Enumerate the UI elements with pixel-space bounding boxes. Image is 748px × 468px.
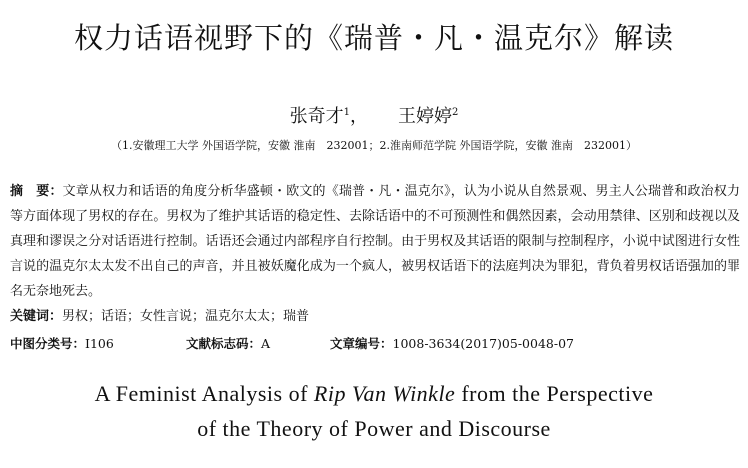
author-name: 张奇才 <box>289 106 344 127</box>
title-en-suffix: from the Perspective <box>455 381 654 406</box>
doc-code-label: 文献标志码： <box>186 336 262 351</box>
title-en-work: Rip Van Winkle <box>313 381 456 406</box>
author-name: 王婷婷 <box>398 106 452 127</box>
article-number <box>330 334 574 352</box>
abstract-label: 摘 要： <box>10 184 63 199</box>
clc-value: I106 <box>85 336 114 351</box>
clc-label: 中图分类号： <box>10 336 86 351</box>
keywords-label: 关键词： <box>10 309 63 324</box>
author-separator: ， <box>350 106 368 127</box>
author-affiliation-mark: 2 <box>452 107 459 118</box>
title-en-line2: of the Theory of Power and Discourse <box>197 416 551 441</box>
author-affiliation-mark: 1 <box>343 107 350 118</box>
article-title-cn: 权力话语视野下的《瑞普・凡・温克尔》解读 <box>73 21 674 55</box>
document-code <box>186 334 270 352</box>
article-number-value: 1008-3634(2017)05-0048-07 <box>392 336 574 351</box>
abstract-block <box>10 179 740 329</box>
article-number-label: 文章编号： <box>330 336 393 351</box>
keywords-text: 男权；话语；女性言说；温克尔太太；瑞普 <box>62 309 310 324</box>
authors-line <box>0 102 748 128</box>
abstract-text: 文章从权力和话语的角度分析华盛顿・欧文的《瑞普・凡・温克尔》，认为小说从自然景观、男主人公瑞普和政治权力等方面体现了男权的存在。男权为了维护其话语的稳定性、去除话语中的不可预测性和偶然因素，会动用禁律、区别和歧视以及真理和谬误之分对话语进行控制。话语还会通过内部程序自行控制。由于男权及其话语的限制与控制程序，小说中试图进行女性言说的温克尔太太发不出自己的声音，并且被妖魔化成为一个疯人，被男权话语下的法庭判决为罪犯，背负着男权话语强加的罪名无奈地死去。 <box>10 184 740 299</box>
doc-code-value: A <box>261 336 271 351</box>
article-title-en <box>0 376 748 446</box>
affiliations: （1.安徽理工大学 外国语学院，安徽 淮南 232001；2.淮南师范学院 外国语学院，安徽 淮南 232001） <box>111 139 637 152</box>
clc-number <box>10 334 114 352</box>
title-en-prefix: A Feminist Analysis of <box>94 381 314 406</box>
